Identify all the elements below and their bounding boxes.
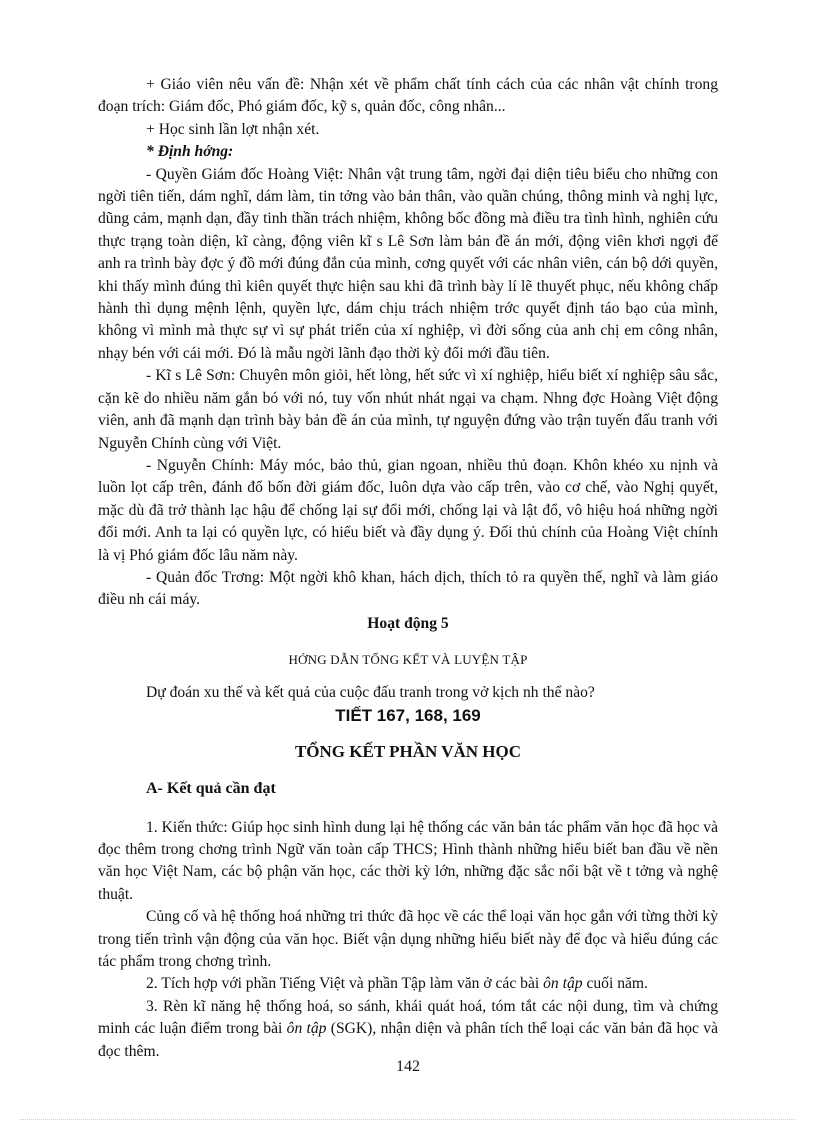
objective-3: 3. Rèn kĩ năng hệ thống hoá, so sánh, khái quát hoá, tóm tắt các nội dung, tìm và chứng minh các luận điểm trong bài ôn tập (SGK), nhận diện và phân tích thể loại các văn bản đã học và đọc thêm. [98,997,718,1060]
objective-1-cont: Củng cố và hệ thống hoá những tri thức đã học về các thể loại văn học gắn với từng thời kỳ trong tiến trình vận động của văn học. Biết vận dụng những hiểu biết này để đọc và hiểu đúng các tác phẩm trong chơng trình. [98,908,718,970]
review-term: ôn tập [543,975,583,993]
review-term: ôn tập [286,1020,327,1038]
hoang-viet-paragraph: - Quyền Giám đốc Hoàng Việt: Nhân vật trung tâm, ngời đại diện tiêu biểu cho những con ngời tiên tiến, dám nghĩ, dám làm, tin tởng vào bản thân, vào quần chúng, thông minh và nghị lực, dũng cảm, mạnh dạn, đầy tinh thần trách nhiệm, không bốc đồng mà điều tra tình hình, nghiên cứu thực trạng toàn diện, kĩ càng, động viên kĩ s Lê Sơn làm bản đề án mới, động viên khơi ngợi để anh ra trình bày đợc ý đồ mới đúng đắn của mình, cơng quyết với các nhân viên, cán bộ dới quyền, khi thấy mình đúng thì kiên quyết thực hiện sau khi đã trình bày lí lẽ thuyết phục, nếu không chấp hành thì dụng mệnh lệnh, quyền lực, dám chịu trách nhiệm trớc quyết định táo bạo của mình, không vì mình mà thực sự vì sự phát triển của xí nghiệp, vì đời sống của anh chị em công nhân, nhạy bén với cái mới. Đó là mẫu ngời lãnh đạo thời kỳ đổi mới đầu tiên. [98,165,718,362]
page-body [98,74,718,1063]
le-son-paragraph: - Kĩ s Lê Sơn: Chuyên môn giỏi, hết lòng, hết sức vì xí nghiệp, hiểu biết xí nghiệp sâu sắc, cặn kẽ do nhiều năm gắn bó với nó, tuy vốn nhút nhát ngại va chạm. Nhng đợc Hoàng Việt động viên, anh đã mạnh dạn trình bày bản đề án của mình, tự nguyện đứng vào trận tuyến đấu tranh với Nguyễn Chính cùng với Việt. [98,367,718,452]
nguyen-chinh-paragraph: - Nguyễn Chính: Máy móc, bảo thủ, gian ngoan, nhiều thủ đoạn. Khôn khéo xu nịnh và luồn lọt cấp trên, đánh đổ bốn đời giám đốc, luôn dựa vào cấp trên, vào cơ chế, vào Nghị quyết, mặc dù đã trở thành lạc hậu để chống lại sự đổi mới, chống lại và lật đổ, vô hiệu hoá những ngời đổi mới. Anh ta lại có quyền lực, có hiểu biết và đầy dụng ý. Đối thủ chính của Hoàng Việt chính là vị Phó giám đốc lâu năm này. [98,456,718,564]
activity-subtitle: HỚNG DẪN TỔNG KẾT VÀ LUYỆN TẬP [288,651,528,667]
bottom-divider [20,1119,796,1120]
student-response: + Học sinh lần lợt nhận xét. [146,120,320,138]
activity-title: Hoạt động 5 [367,614,449,632]
lesson-title: TỔNG KẾT PHẦN VĂN HỌC [294,742,522,762]
lesson-number: TIẾT 167, 168, 169 [335,706,481,726]
quan-doc-paragraph: - Quản đốc Trơng: Một ngời khô khan, hách dịch, thích tỏ ra quyền thế, nghĩ và làm giáo điều nh cái máy. [98,568,718,609]
teacher-question: + Giáo viên nêu vấn đề: Nhận xét về phẩm chất tính cách của các nhân vật chính trong đoạn trích: Giám đốc, Phó giám đốc, kỹ s, quản đốc, công nhân... [98,76,718,116]
activity-question: Dự đoán xu thế và kết quả của cuộc đấu tranh trong vở kịch nh thể nào? [146,683,595,701]
page-number: 142 [396,1058,420,1075]
section-a-heading: A- Kết quả cần đạt [146,780,276,798]
objective-1: 1. Kiến thức: Giúp học sinh hình dung lại hệ thống các văn bản tác phẩm văn học đã học và đọc thêm trong chơng trình Ngữ văn toàn cấp THCS; Hình thành những hiểu biết ban đầu về nền văn học Việt Nam, các bộ phận văn học, các thời kỳ lớn, những đặc sắc nổi bật về t tởng và nghệ thuật. [98,818,718,903]
guidance-heading: * Định hớng: [146,143,234,161]
objective-2: 2. Tích hợp với phần Tiếng Việt và phần Tập làm văn ở các bài ôn tập cuối năm. [146,975,648,993]
